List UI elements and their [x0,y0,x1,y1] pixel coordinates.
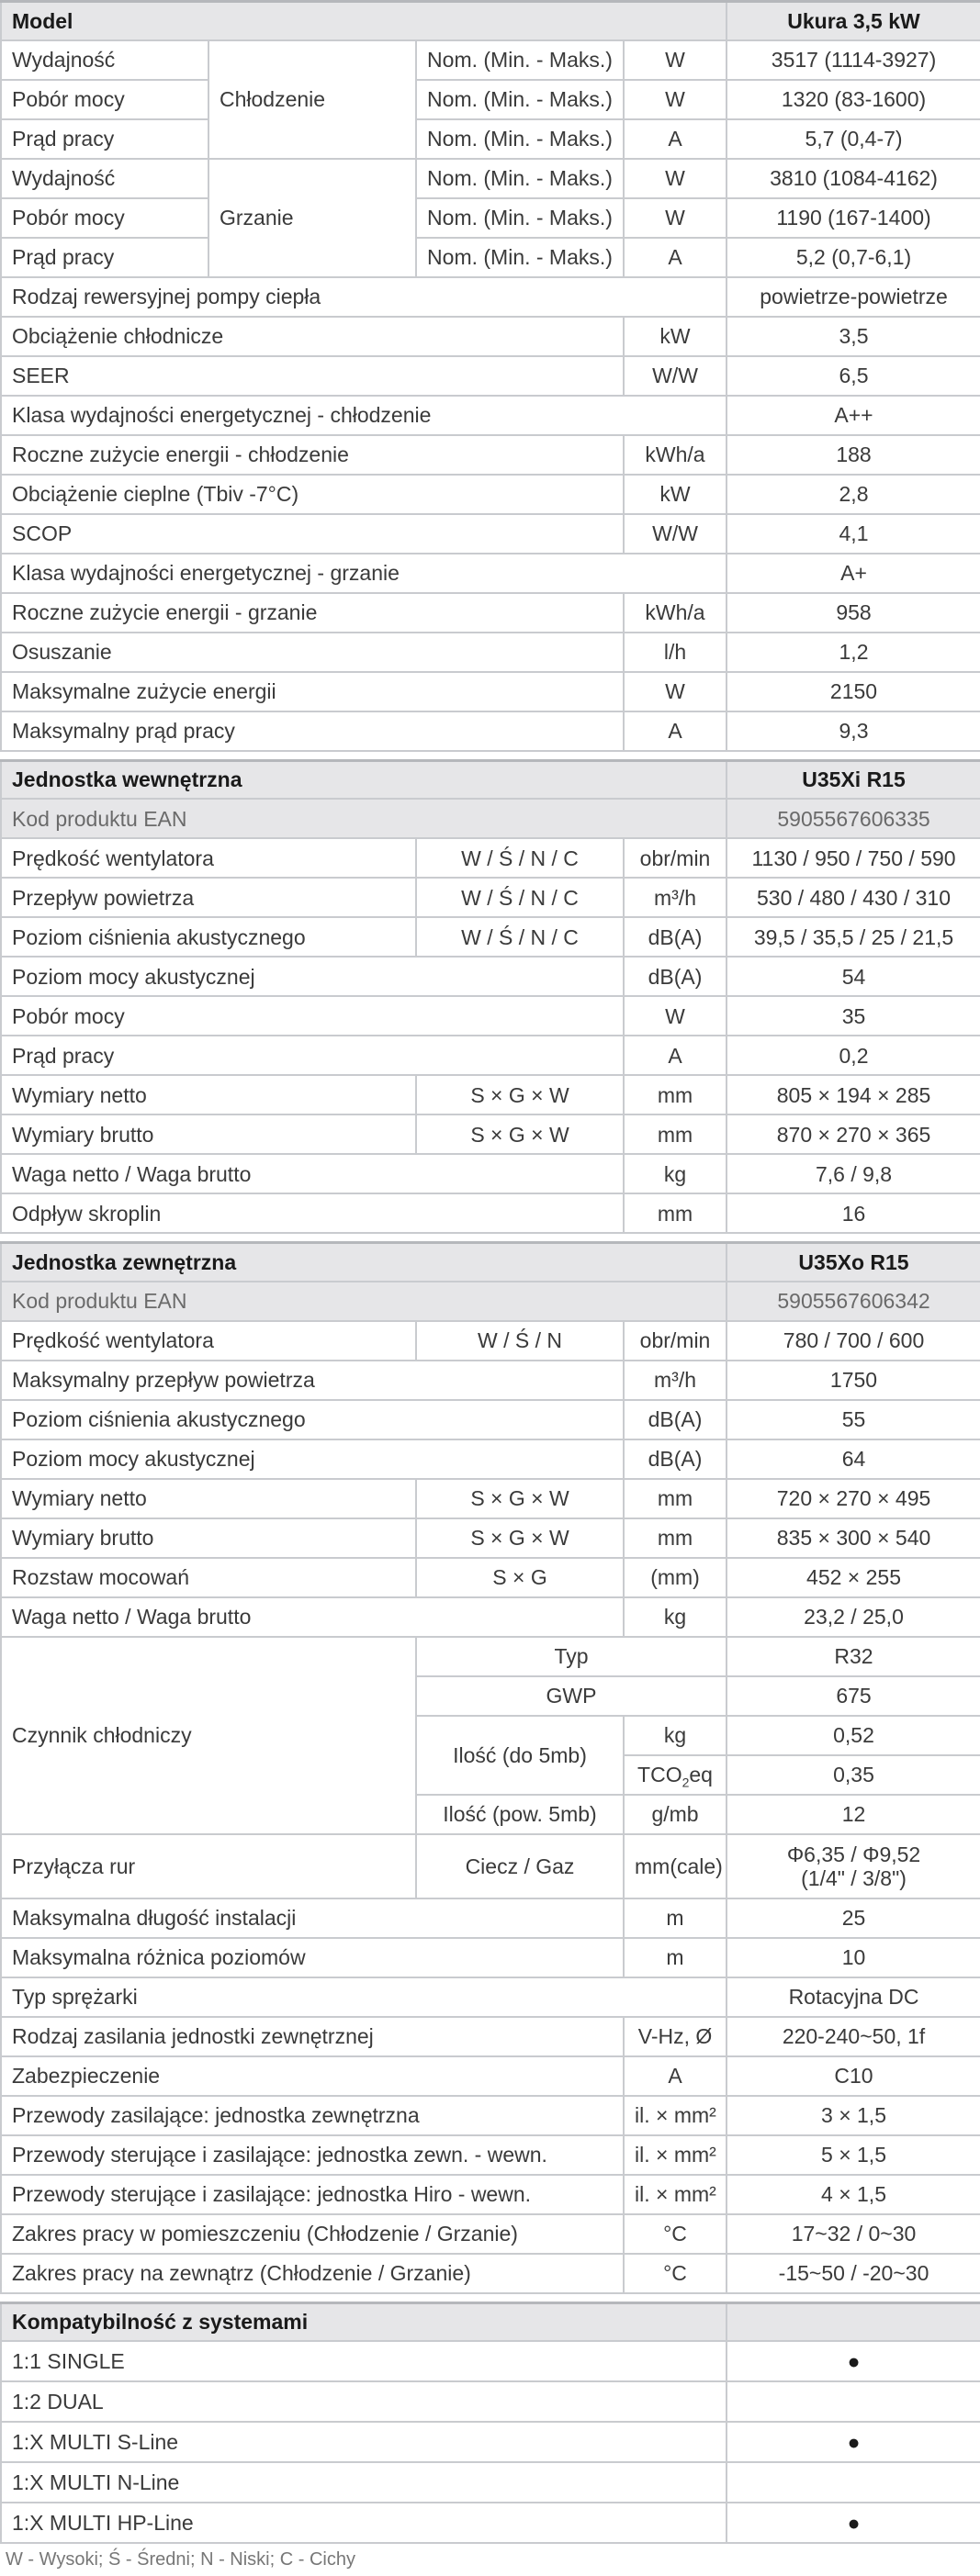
pipes-row [1,1834,980,1898]
spec-unit: W/W [624,356,727,396]
ean-value: 5905567606335 [727,799,980,838]
spec-unit: obr/min [624,1321,727,1361]
indoor-row [1,917,980,957]
spec-name: Przewody sterujące i zasilające: jednostka zewn. - wewn. [1,2135,624,2175]
outdoor-row [1,1479,980,1518]
spec-value: powietrze-powietrze [727,277,980,317]
outdoor-row [1,2017,980,2056]
spec-value: -15~50 / -20~30 [727,2254,980,2293]
spec-name: Poziom mocy akustycznej [1,957,624,996]
indoor-ean-row [1,799,980,838]
spec-value: 2150 [727,672,980,711]
pipes-value-line1: Φ6,35 / Φ9,52 [786,1842,921,1866]
model-header-row [1,2,980,40]
outdoor-row [1,1518,980,1558]
compat-header-row [1,2302,980,2341]
general-row [1,435,980,475]
quantity-tco2-value: 0,35 [727,1755,980,1795]
gwp-label: GWP [416,1676,727,1716]
ean-value: 5905567606342 [727,1282,980,1321]
general-row [1,672,980,711]
compat-system-name: 1:X MULTI N-Line [1,2462,727,2503]
outdoor-row [1,2214,980,2254]
cooling-row [1,40,980,80]
spec-name: Prąd pracy [1,1036,624,1075]
pipes-value-line2: (1/4" / 3/8") [801,1865,907,1890]
model-value: Ukura 3,5 kW [727,2,980,40]
spec-value: 0,2 [727,1036,980,1075]
spec-name: SCOP [1,514,624,554]
compat-mark: ● [727,2503,980,2543]
spec-unit: °C [624,2254,727,2293]
spec-unit: mm [624,1075,727,1114]
spec-unit: mm [624,1193,727,1233]
spec-condition: Ciecz / Gaz [416,1834,624,1898]
spec-value: 25 [727,1898,980,1938]
spec-name: Zakres pracy na zewnątrz (Chłodzenie / Grzanie) [1,2254,624,2293]
spec-value: 3517 (1114-3927) [727,40,980,80]
spec-name: Poziom mocy akustycznej [1,1439,624,1479]
compat-mark [727,2462,980,2503]
outdoor-row [1,1439,980,1479]
spec-unit: V-Hz, Ø [624,2017,727,2056]
spec-unit: mm [624,1114,727,1154]
spec-unit: A [624,1036,727,1075]
spec-value: A++ [727,396,980,435]
spec-condition: W / Ś / N / C [416,838,624,878]
spec-value: 188 [727,435,980,475]
spec-name: Wymiary brutto [1,1114,416,1154]
spec-unit: m³/h [624,878,727,917]
compat-system-name: 1:X MULTI HP-Line [1,2503,727,2543]
spec-value: 9,3 [727,711,980,751]
spec-value: 64 [727,1439,980,1479]
spec-value: 55 [727,1400,980,1439]
spec-unit: W [624,80,727,119]
spec-condition: W / Ś / N / C [416,878,624,917]
spec-value: 452 × 255 [727,1558,980,1597]
spec-name: Pobór mocy [1,198,208,238]
spec-unit: m³/h [624,1361,727,1400]
spec-name: Roczne zużycie energii - chłodzenie [1,435,624,475]
spec-unit: kg [624,1154,727,1193]
spec-name: Zakres pracy w pomieszczeniu (Chłodzenie / Grzanie) [1,2214,624,2254]
spec-unit: (mm) [624,1558,727,1597]
outdoor-row [1,2056,980,2096]
general-row [1,593,980,633]
spec-value: 5,2 (0,7-6,1) [727,238,980,277]
spec-unit: mm [624,1518,727,1558]
spec-unit: W [624,159,727,198]
general-row [1,633,980,672]
indoor-header-row [1,760,980,799]
spec-condition: W / Ś / N [416,1321,624,1361]
spec-value: 1750 [727,1361,980,1400]
spec-value: 805 × 194 × 285 [727,1075,980,1114]
spec-name: Maksymalna różnica poziomów [1,1938,624,1977]
spec-name: Wydajność [1,159,208,198]
spec-value: 1320 (83-1600) [727,80,980,119]
outdoor-row [1,1938,980,1977]
general-row [1,317,980,356]
spec-unit: l/h [624,633,727,672]
spec-unit: W/W [624,514,727,554]
heating-group-label: Grzanie [208,159,416,277]
spec-condition: S × G × W [416,1075,624,1114]
spec-unit: W [624,672,727,711]
spec-name: Rodzaj rewersyjnej pompy ciepła [1,277,727,317]
spec-unit: A [624,119,727,159]
spec-name: Wydajność [1,40,208,80]
spec-condition: S × G × W [416,1518,624,1558]
spec-condition: S × G [416,1558,624,1597]
heating-row [1,238,980,277]
spec-unit: obr/min [624,838,727,878]
outdoor-row [1,1361,980,1400]
spec-unit: kW [624,475,727,514]
spec-value: 39,5 / 35,5 / 25 / 21,5 [727,917,980,957]
spec-condition: Nom. (Min. - Maks.) [416,40,624,80]
general-row [1,396,980,435]
spec-name: Wymiary brutto [1,1518,416,1558]
spec-unit: W [624,40,727,80]
outdoor-ean-row [1,1282,980,1321]
spec-value: 3810 (1084-4162) [727,159,980,198]
general-row [1,277,980,317]
spec-value: 530 / 480 / 430 / 310 [727,878,980,917]
spec-value: 1190 (167-1400) [727,198,980,238]
compat-row [1,2503,980,2543]
refrigerant-label: Czynnik chłodniczy [1,1637,416,1834]
spec-name: Przyłącza rur [1,1834,416,1898]
spec-condition: Nom. (Min. - Maks.) [416,159,624,198]
refrigerant-row [1,1637,980,1676]
outdoor-row [1,1977,980,2017]
spec-value: 16 [727,1193,980,1233]
outdoor-model: U35Xo R15 [727,1243,980,1282]
spec-name: Wymiary netto [1,1075,416,1114]
spec-condition: Nom. (Min. - Maks.) [416,80,624,119]
spec-name: Waga netto / Waga brutto [1,1154,624,1193]
spec-unit: kg [624,1597,727,1637]
outdoor-row [1,1321,980,1361]
spec-unit: il. × mm² [624,2135,727,2175]
general-row [1,356,980,396]
spec-value: 2,8 [727,475,980,514]
spec-unit: m [624,1938,727,1977]
spec-unit: dB(A) [624,917,727,957]
outdoor-label: Jednostka zewnętrzna [1,1243,727,1282]
compat-system-name: 1:1 SINGLE [1,2341,727,2381]
spec-value: 958 [727,593,980,633]
spec-value: 4 × 1,5 [727,2175,980,2214]
spec-condition: Nom. (Min. - Maks.) [416,198,624,238]
outdoor-row [1,1558,980,1597]
spec-value: 3 × 1,5 [727,2096,980,2135]
compat-system-name: 1:X MULTI S-Line [1,2422,727,2462]
spec-value: A+ [727,554,980,593]
spec-value: 5,7 (0,4-7) [727,119,980,159]
spec-name: Klasa wydajności energetycznej - grzanie [1,554,727,593]
extra-quantity-unit: g/mb [624,1795,727,1834]
spec-name: Zabezpieczenie [1,2056,624,2096]
spec-value: 5 × 1,5 [727,2135,980,2175]
spec-name: Pobór mocy [1,80,208,119]
spec-condition: W / Ś / N / C [416,917,624,957]
spec-name: Przewody zasilające: jednostka zewnętrzna [1,2096,624,2135]
spec-unit: kW [624,317,727,356]
spec-name: Typ sprężarki [1,1977,727,2017]
indoor-row [1,1154,980,1193]
spec-value: 6,5 [727,356,980,396]
spec-name: Prędkość wentylatora [1,838,416,878]
spec-name: Maksymalna długość instalacji [1,1898,624,1938]
spec-name: Prąd pracy [1,119,208,159]
spec-unit: m [624,1898,727,1938]
spec-name: Poziom ciśnienia akustycznego [1,917,416,957]
spec-value: 720 × 270 × 495 [727,1479,980,1518]
spec-value [727,1834,980,1898]
indoor-row [1,838,980,878]
heating-row [1,198,980,238]
extra-quantity-value: 12 [727,1795,980,1834]
ean-label: Kod produktu EAN [1,799,727,838]
quantity-kg-unit: kg [624,1716,727,1755]
indoor-row [1,1036,980,1075]
spec-name: Prąd pracy [1,238,208,277]
spec-unit: il. × mm² [624,2175,727,2214]
general-row [1,475,980,514]
outdoor-row [1,2135,980,2175]
spec-value: C10 [727,2056,980,2096]
compat-mark: ● [727,2341,980,2381]
compat-mark [727,2381,980,2422]
spec-unit: mm(cale) [624,1834,727,1898]
spec-value: 7,6 / 9,8 [727,1154,980,1193]
spec-condition: Nom. (Min. - Maks.) [416,238,624,277]
spec-name: Pobór mocy [1,996,624,1036]
cooling-group-label: Chłodzenie [208,40,416,159]
tco2-sub: 2 [681,1775,690,1790]
spec-unit: dB(A) [624,1400,727,1439]
general-row [1,514,980,554]
compat-row [1,2462,980,2503]
spec-name: Przewody sterujące i zasilające: jednostka Hiro - wewn. [1,2175,624,2214]
spec-value: 220-240~50, 1f [727,2017,980,2056]
spec-unit: mm [624,1479,727,1518]
spec-unit: dB(A) [624,957,727,996]
general-row [1,554,980,593]
spec-value: 54 [727,957,980,996]
spec-name: Wymiary netto [1,1479,416,1518]
heating-row [1,159,980,198]
indoor-row [1,957,980,996]
spec-name: Rozstaw mocowań [1,1558,416,1597]
compat-header-blank [727,2302,980,2341]
indoor-row [1,1114,980,1154]
spec-name: Osuszanie [1,633,624,672]
spec-value: 17~32 / 0~30 [727,2214,980,2254]
spec-name: Waga netto / Waga brutto [1,1597,624,1637]
spec-value: 3,5 [727,317,980,356]
general-row [1,711,980,751]
spec-name: Klasa wydajności energetycznej - chłodzenie [1,396,727,435]
spec-name: Obciążenie cieplne (Tbiv -7°C) [1,475,624,514]
indoor-row [1,878,980,917]
indoor-row [1,1075,980,1114]
outdoor-row [1,2096,980,2135]
indoor-row [1,1193,980,1233]
spec-unit: kWh/a [624,593,727,633]
tco2-suffix: eq [689,1763,713,1786]
refrigerant-type-value: R32 [727,1637,980,1676]
cooling-row [1,80,980,119]
spec-name: Prędkość wentylatora [1,1321,416,1361]
compat-row [1,2341,980,2381]
cooling-row [1,119,980,159]
spec-unit: °C [624,2214,727,2254]
spec-unit: A [624,711,727,751]
gwp-value: 675 [727,1676,980,1716]
outdoor-row [1,1400,980,1439]
spec-name: Odpływ skroplin [1,1193,624,1233]
compat-row [1,2422,980,2462]
indoor-model: U35Xi R15 [727,760,980,799]
outdoor-row [1,2175,980,2214]
spec-name: Maksymalny prąd pracy [1,711,624,751]
compat-row [1,2381,980,2422]
spec-name: SEER [1,356,624,396]
spec-name: Poziom ciśnienia akustycznego [1,1400,624,1439]
spec-name: Maksymalne zużycie energii [1,672,624,711]
spec-value: 870 × 270 × 365 [727,1114,980,1154]
spec-value: 835 × 300 × 540 [727,1518,980,1558]
spec-value: Rotacyjna DC [727,1977,980,2017]
spec-unit: W [624,198,727,238]
footnote: W - Wysoki; Ś - Średni; N - Niski; C - Cichy [6,2549,355,2570]
spec-name: Rodzaj zasilania jednostki zewnętrznej [1,2017,624,2056]
spec-value: 1,2 [727,633,980,672]
indoor-row [1,996,980,1036]
spec-value: 780 / 700 / 600 [727,1321,980,1361]
spec-name: Przepływ powietrza [1,878,416,917]
outdoor-header-row [1,1243,980,1282]
spec-name: Roczne zużycie energii - grzanie [1,593,624,633]
spec-value: 1130 / 950 / 750 / 590 [727,838,980,878]
spec-name: Obciążenie chłodnicze [1,317,624,356]
spec-condition: S × G × W [416,1479,624,1518]
spec-value: 10 [727,1938,980,1977]
indoor-label: Jednostka wewnętrzna [1,760,727,799]
quantity-kg-value: 0,52 [727,1716,980,1755]
compat-system-name: 1:2 DUAL [1,2381,727,2422]
spec-unit: W [624,996,727,1036]
model-label: Model [1,2,727,40]
extra-quantity-label: Ilość (pow. 5mb) [416,1795,624,1834]
outdoor-row [1,2254,980,2293]
spec-unit: A [624,238,727,277]
spec-value: 35 [727,996,980,1036]
spec-value: 4,1 [727,514,980,554]
spec-name: Maksymalny przepływ powietrza [1,1361,624,1400]
ean-label: Kod produktu EAN [1,1282,727,1321]
spec-condition: Nom. (Min. - Maks.) [416,119,624,159]
spec-unit: A [624,2056,727,2096]
quantity-label: Ilość (do 5mb) [416,1716,624,1795]
outdoor-row [1,1597,980,1637]
spec-unit: dB(A) [624,1439,727,1479]
spec-unit: kWh/a [624,435,727,475]
spec-value: 23,2 / 25,0 [727,1597,980,1637]
spec-unit: il. × mm² [624,2096,727,2135]
quantity-tco2-unit [624,1755,727,1795]
refrigerant-type-label: Typ [416,1637,727,1676]
tco2-text: TCO [637,1763,682,1786]
spec-condition: S × G × W [416,1114,624,1154]
compat-mark: ● [727,2422,980,2462]
outdoor-row [1,1898,980,1938]
compat-label: Kompatybilność z systemami [1,2302,727,2341]
